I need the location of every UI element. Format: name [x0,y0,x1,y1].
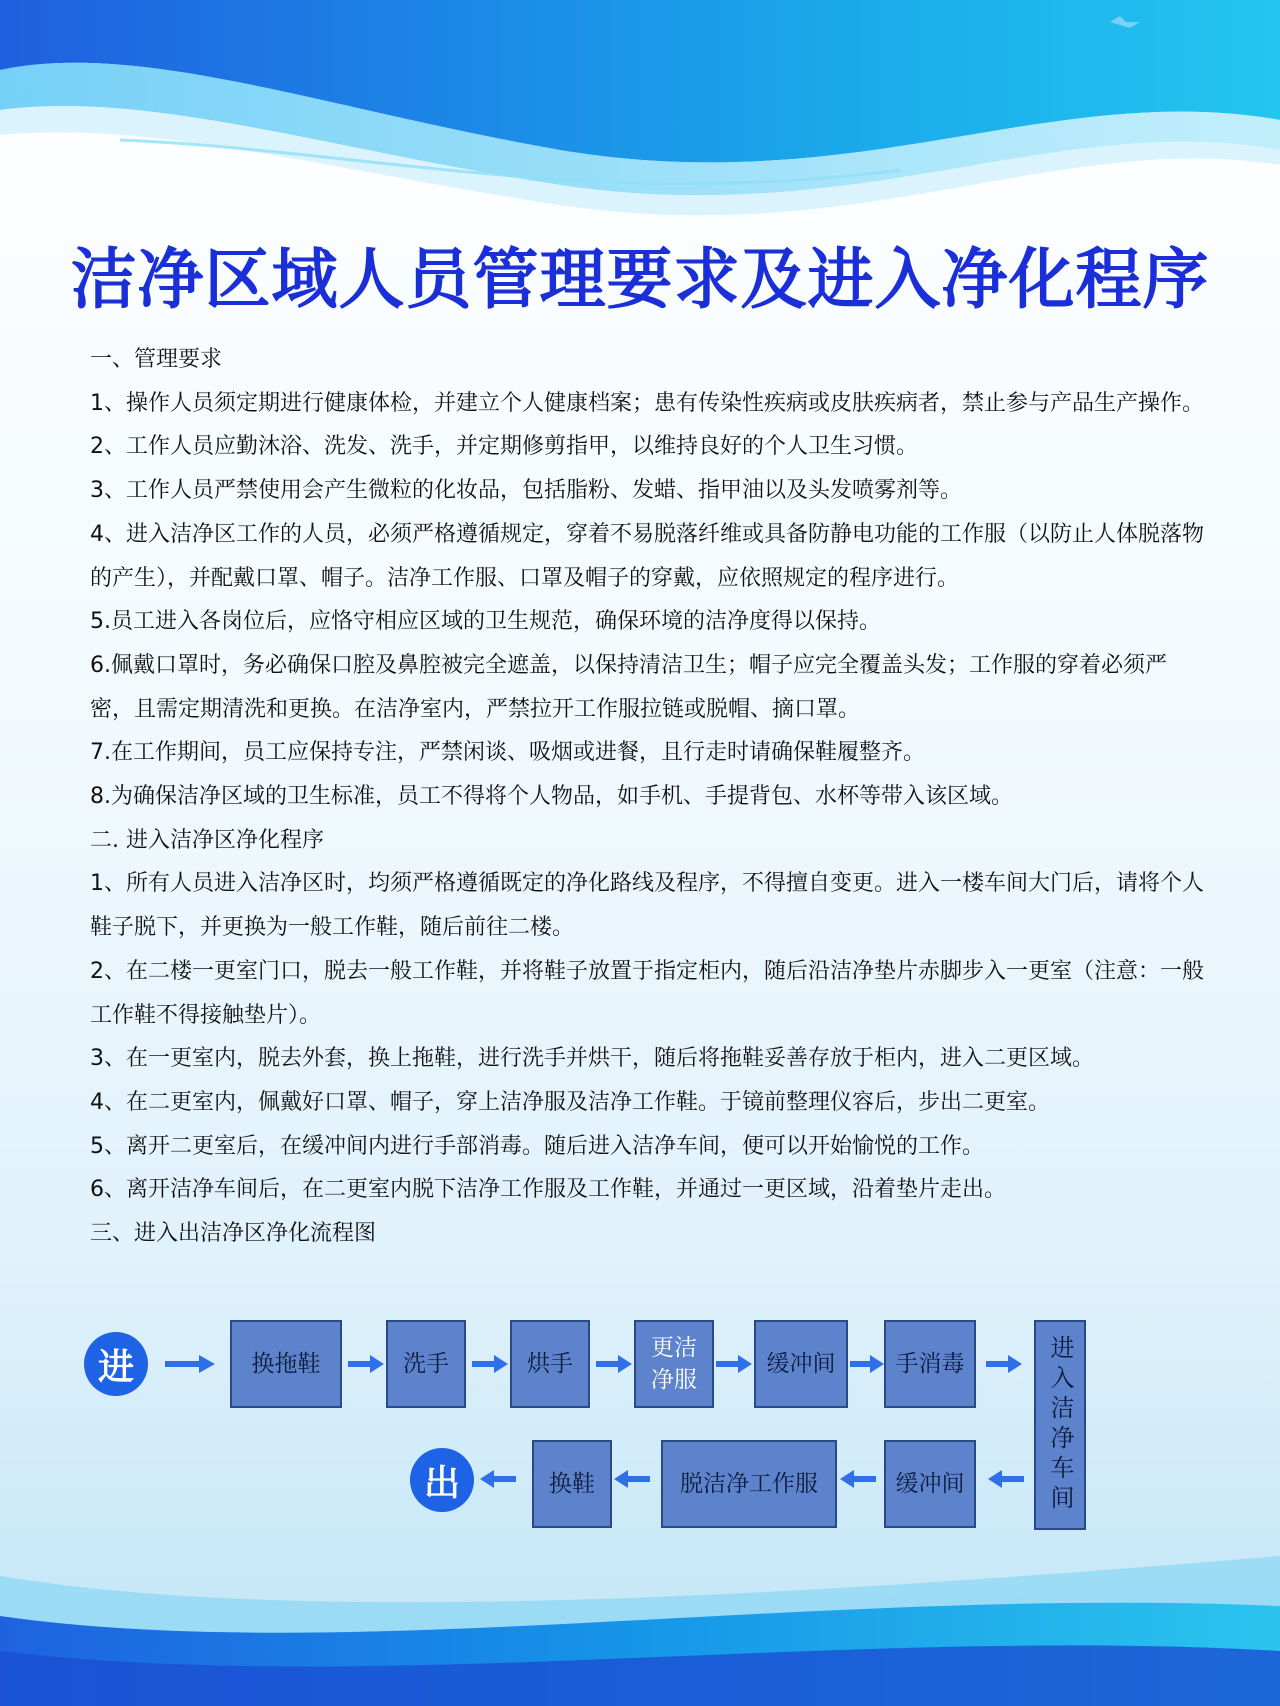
management-item: 8.为确保洁净区域的卫生标准，员工不得将个人物品，如手机、手提背包、水杯等带入该区域。 [90,784,1013,810]
arrow-left-icon [988,1470,1024,1488]
management-item: 4、进入洁净区工作的人员，必须严格遵循规定，穿着不易脱落纤维或具备防静电功能的工作服（以防止人体脱落物的产生），并配戴口罩、帽子。洁净工作服、口罩及帽子的穿戴，应依照规定的程序进行。 [90,521,1205,591]
enter-circle: 进 [84,1332,148,1396]
section-heading-flow: 三、进入出洁净区净化流程图 [90,1221,377,1247]
section-heading-procedure: 二. 进入洁净区净化程序 [90,827,324,853]
flow-step: 缓冲间 [754,1320,848,1408]
procedure-item: 1、所有人员进入洁净区时，均须严格遵循既定的净化路线及程序，不得擅自变更。进入一楼车间大门后，请将个人鞋子脱下，并更换为一般工作鞋，随后前往二楼。 [90,871,1205,941]
flow-step: 手消毒 [884,1320,976,1408]
flow-step: 脱洁净工作服 [661,1440,837,1528]
arrow-right-icon [165,1355,215,1373]
flow-step: 缓冲间 [884,1440,976,1528]
flow-step: 换拖鞋 [230,1320,342,1408]
arrow-right-icon [596,1355,632,1373]
exit-circle: 出 [410,1448,474,1512]
procedure-item: 5、离开二更室后，在缓冲间内进行手部消毒。随后进入洁净车间，便可以开始愉悦的工作。 [90,1133,985,1159]
management-item: 3、工作人员严禁使用会产生微粒的化妆品，包括脂粉、发蜡、指甲油以及头发喷雾剂等。 [90,478,963,504]
procedure-item: 6、离开洁净车间后，在二更室内脱下洁净工作服及工作鞋，并通过一更区域，沿着垫片走出。 [90,1177,1007,1203]
procedure-item: 2、在二楼一更室门口，脱去一般工作鞋，并将鞋子放置于指定柜内，随后沿洁净垫片赤脚步入一更室（注意：一般工作鞋不得接触垫片）。 [90,958,1205,1028]
management-item: 1、操作人员须定期进行健康体检，并建立个人健康档案；患有传染性疾病或皮肤疾病者，禁止参与产品生产操作。 [90,390,1205,416]
flow-step: 换鞋 [532,1440,612,1528]
procedure-item: 4、在二更室内，佩戴好口罩、帽子，穿上洁净服及洁净工作鞋。于镜前整理仪容后，步出二更室。 [90,1089,1051,1115]
procedure-item: 3、在一更室内，脱去外套，换上拖鞋，进行洗手并烘干，随后将拖鞋妥善存放于柜内，进入二更区域。 [90,1046,1095,1072]
arrow-right-icon [716,1355,752,1373]
flow-step: 烘手 [510,1320,590,1408]
management-item: 2、工作人员应勤沐浴、洗发、洗手，并定期修剪指甲，以维持良好的个人卫生习惯。 [90,434,918,460]
arrow-left-icon [840,1470,876,1488]
flow-chart [0,1310,1280,1540]
flow-step-clean-workshop: 进入洁净车间 [1034,1320,1086,1530]
management-item: 5.员工进入各岗位后，应恪守相应区域的卫生规范，确保环境的洁净度得以保持。 [90,609,881,635]
arrow-right-icon [348,1355,384,1373]
management-item: 6.佩戴口罩时，务必确保口腔及鼻腔被完全遮盖，以保持清洁卫生；帽子应完全覆盖头发；工作服的穿着必须严密，且需定期清洗和更换。在洁净室内，严禁拉开工作服拉链或脱帽、摘口罩。 [90,652,1167,722]
arrow-left-icon [480,1470,516,1488]
arrow-right-icon [850,1355,884,1373]
section-heading-management: 一、管理要求 [90,347,223,372]
bottom-wave-decoration [0,1556,1280,1706]
arrow-right-icon [472,1355,508,1373]
arrow-right-icon [986,1355,1022,1373]
flow-step: 洗手 [386,1320,466,1408]
poster-body [90,338,1210,1256]
management-item: 7.在工作期间，员工应保持专注，严禁闲谈、吸烟或进餐，且行走时请确保鞋履整齐。 [90,740,925,766]
arrow-left-icon [614,1470,650,1488]
page-title: 洁净区域人员管理要求及进入净化程序 [70,241,1210,318]
top-wave-decoration [0,0,1280,240]
flow-step: 更洁净服 [634,1320,714,1408]
